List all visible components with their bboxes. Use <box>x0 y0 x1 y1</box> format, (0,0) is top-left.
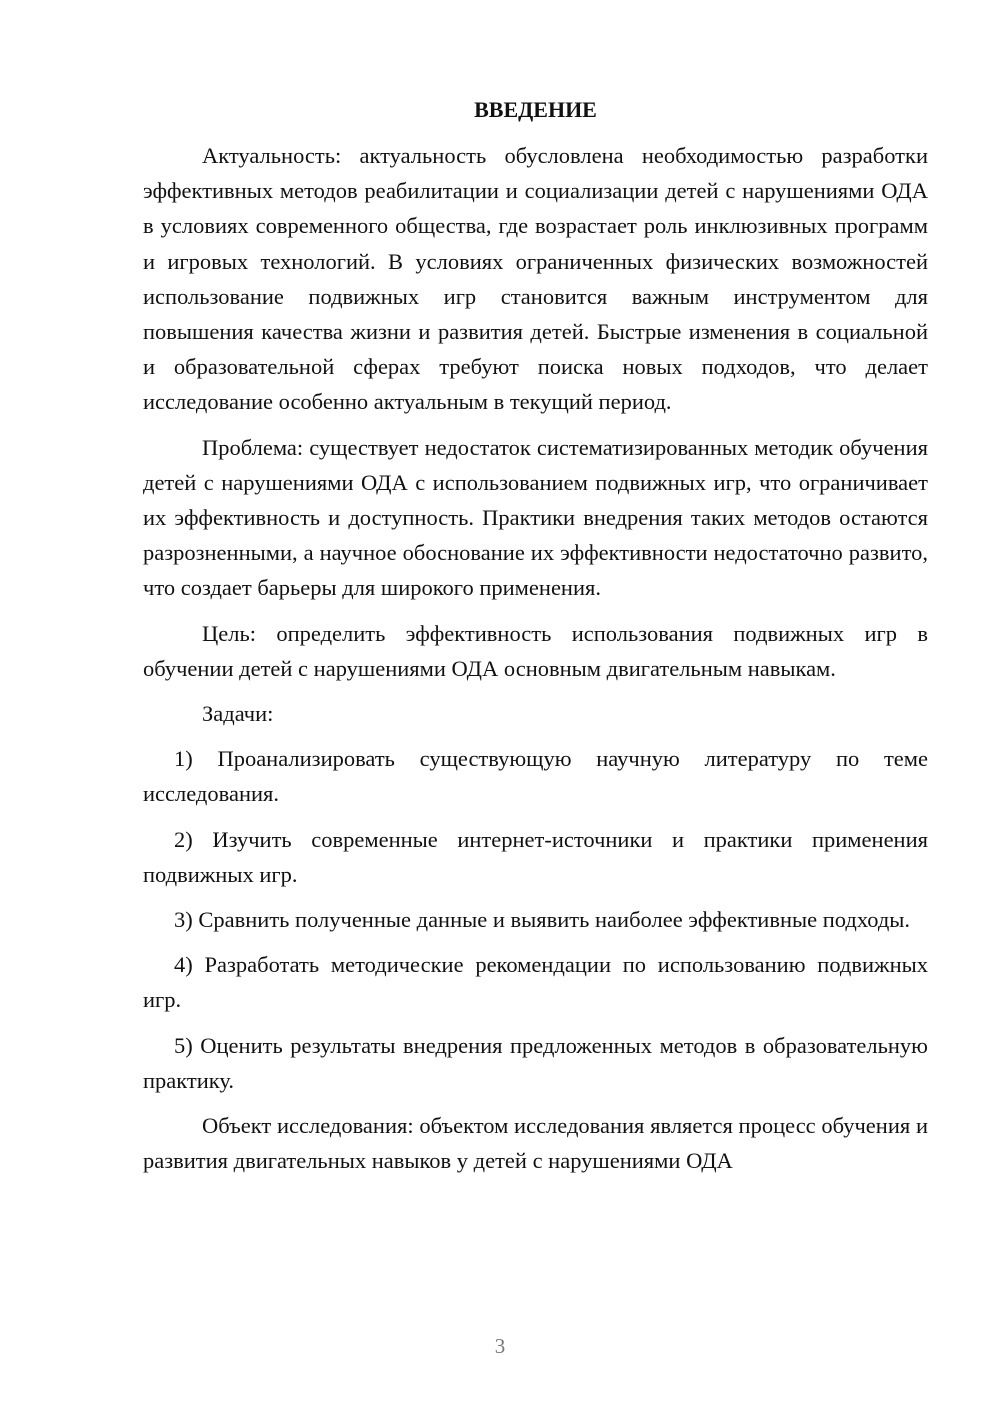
section-heading: ВВЕДЕНИЕ <box>474 97 597 122</box>
task-item-4: 4) Разработать методические рекомендации по использованию подвижных игр. <box>143 952 928 1013</box>
task-item-3: 3) Сравнить полученные данные и выявить наиболее эффективные подходы. <box>174 907 911 933</box>
task-item-2: 2) Изучить современные интернет-источники и практики применения подвижных игр. <box>143 826 928 887</box>
goal-paragraph: Цель: определить эффективность использования подвижных игр в обучении детей с нарушениями ОДА основным двигательным навыкам. <box>143 620 928 681</box>
problem-paragraph: Проблема: существует недостаток систематизированных методик обучения детей с нарушениями ОДА с использованием подвижных игр, что ограничивает их эффективность и доступность. Практики внедрения таких методов остаются разрозненными, а научное обоснование их эффективности недостаточно развито, что создает барьеры для широкого применения. <box>143 434 928 601</box>
page-number: 3 <box>494 1334 506 1358</box>
page-content <box>143 92 928 1188</box>
task-item-5: 5) Оценить результаты внедрения предложенных методов в образовательную практику. <box>143 1032 928 1093</box>
task-item-1: 1) Проанализировать существующую научную литературу по теме исследования. <box>143 746 928 807</box>
relevance-paragraph: Актуальность: актуальность обусловлена необходимостью разработки эффективных методов реабилитации и социализации детей с нарушениями ОДА в условиях современного общества, где возрастает роль инклюзивных программ и игровых технологий. В условиях ограниченных физических возможностей использование подвижных игр становится важным инструментом для повышения качества жизни и развития детей. Быстрые изменения в социальной и образовательной сферах требуют поиска новых подходов, что делает исследование особенно актуальным в текущий период. <box>143 143 928 415</box>
tasks-label: Задачи: <box>202 701 274 727</box>
research-object-paragraph: Объект исследования: объектом исследования является процесс обучения и развития двигательных навыков у детей с нарушениями ОДА <box>143 1113 928 1174</box>
